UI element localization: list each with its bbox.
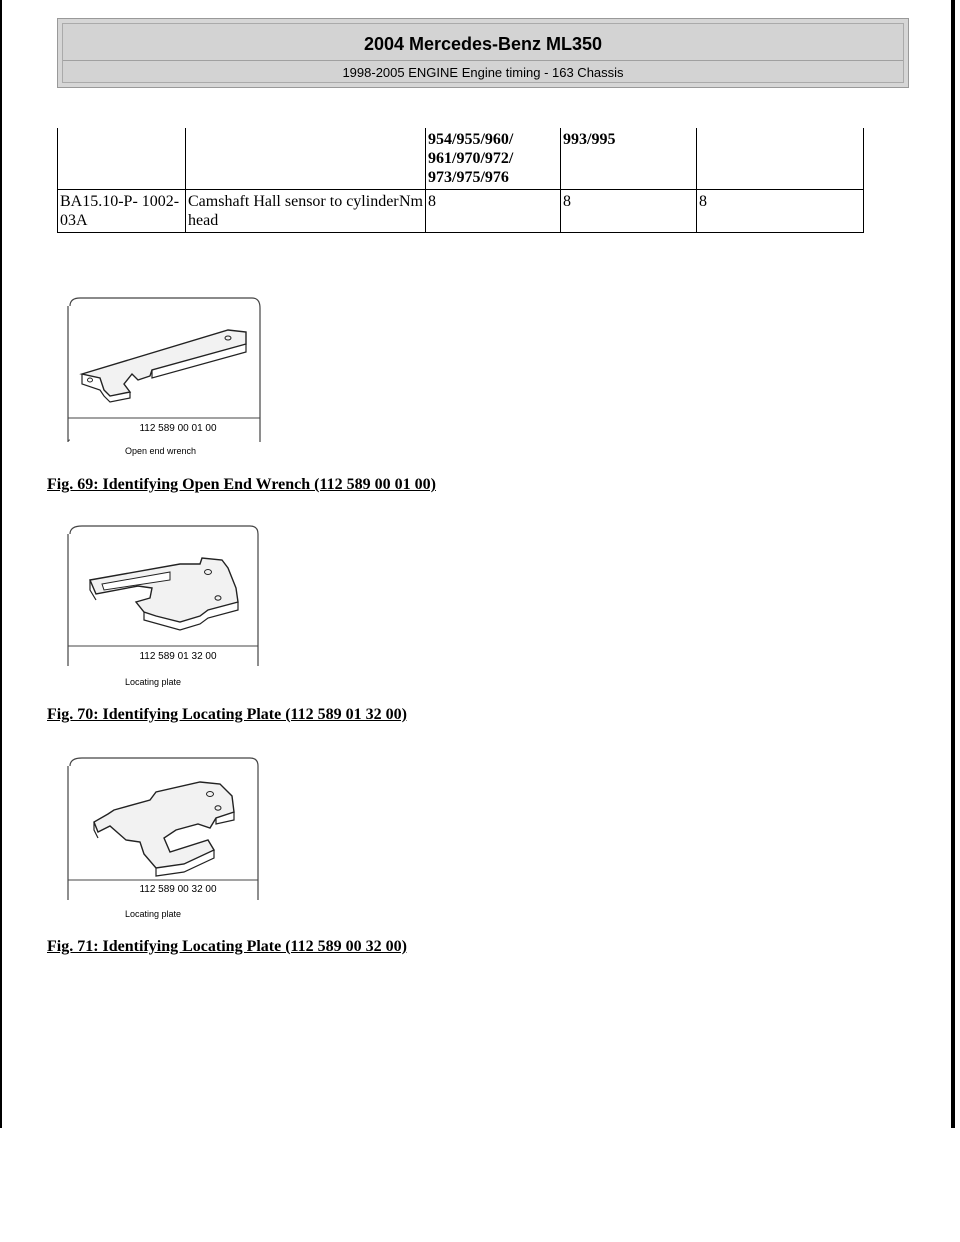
figure-caption: Fig. 69: Identifying Open End Wrench (112 589 00 01 00) xyxy=(47,476,436,493)
torque-value: 8 xyxy=(561,190,697,233)
header-title: 2004 Mercedes-Benz ML350 xyxy=(363,34,603,54)
torque-value: 8 xyxy=(426,190,561,233)
figure-caption: Fig. 70: Identifying Locating Plate (112 589 01 32 00) xyxy=(47,706,407,723)
figure-70 xyxy=(0,520,960,735)
tool-label: Locating plate xyxy=(125,677,182,687)
tool-label: Locating plate xyxy=(125,909,182,919)
figure-69 xyxy=(0,296,960,501)
unit-label: Nm xyxy=(399,193,423,210)
torque-value: 8 xyxy=(697,190,864,233)
operation-description: Camshaft Hall sensor to cylinder head xyxy=(188,193,399,229)
header-panel xyxy=(62,23,904,83)
operation-description-cell xyxy=(186,190,426,233)
table-header-row xyxy=(58,128,864,190)
part-number: 112 589 01 32 00 xyxy=(139,651,217,662)
open-end-wrench-illustration xyxy=(60,296,270,461)
header-subtitle: 1998-2005 ENGINE Engine timing - 163 Chassis xyxy=(342,65,624,80)
torque-spec-table xyxy=(57,128,864,233)
engine-code-group-1: 954/955/960/ 961/970/972/ 973/975/976 xyxy=(426,128,561,190)
header-divider xyxy=(63,60,903,61)
tool-label: Open end wrench xyxy=(125,446,197,456)
figure-caption: Fig. 71: Identifying Locating Plate (112 589 00 32 00) xyxy=(47,938,407,955)
figure-71 xyxy=(0,752,960,967)
part-number: 112 589 00 32 00 xyxy=(139,884,217,895)
table-header-cell xyxy=(697,128,864,190)
table-header-cell xyxy=(58,128,186,190)
table-header-cell xyxy=(186,128,426,190)
table-row xyxy=(58,190,864,233)
engine-code-group-2: 993/995 xyxy=(561,128,697,190)
operation-code: BA15.10-P- 1002-03A xyxy=(58,190,186,233)
part-number: 112 589 00 01 00 xyxy=(139,423,217,434)
document-header xyxy=(57,18,909,88)
